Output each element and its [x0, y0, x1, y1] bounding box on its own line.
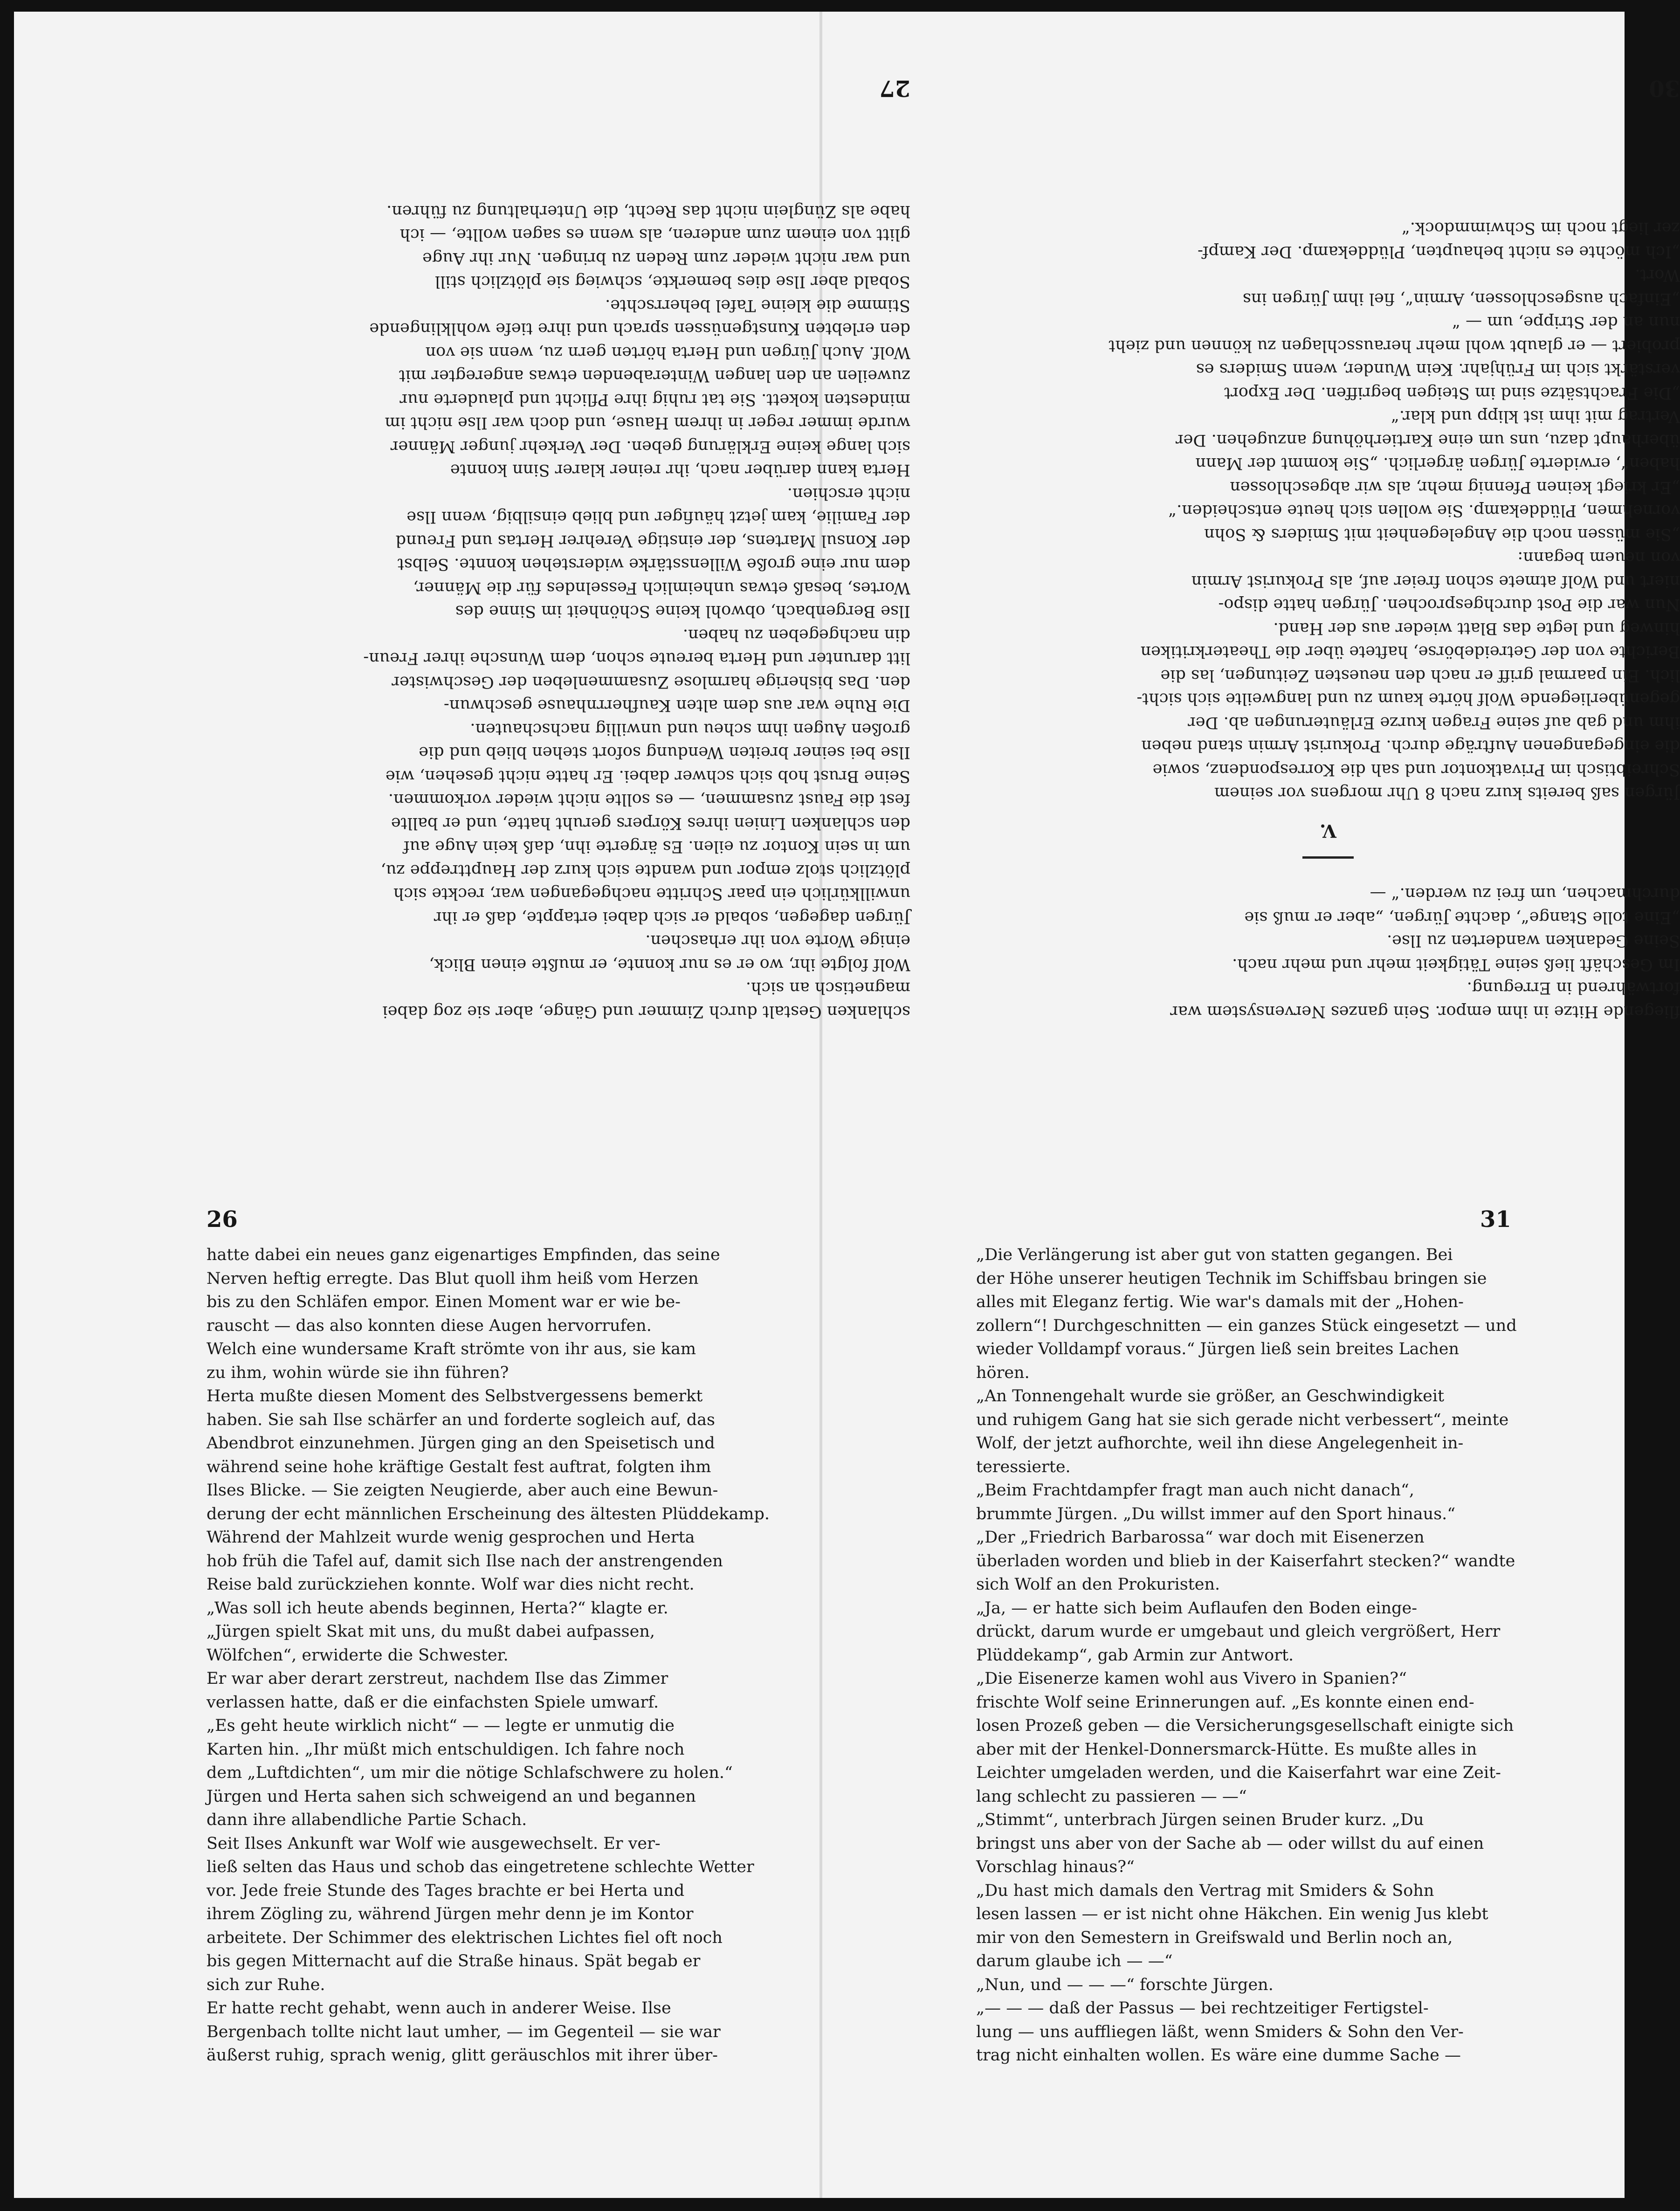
- text-line: hatte dabei ein neues ganz eigenartiges Empfinden, das seine: [207, 1246, 720, 1264]
- text-line: zu ihm, wohin würde sie ihn führen?: [207, 1363, 509, 1382]
- text-line: „Ich möchte es nicht behaupten, Plüddekamp. Der Kampf-: [1198, 242, 1680, 261]
- text-line: durchmachen, um frei zu werden.“ —: [1370, 884, 1680, 903]
- text-line: litt darunter und Herta bereute schon, dem Wunsche ihrer Freun-: [363, 649, 910, 668]
- text-line: äußerst ruhig, sprach wenig, glitt geräuschlos mit ihrer über-: [207, 2046, 718, 2065]
- text-line: habe als Zünglein nicht das Recht, die Unterhaltung zu führen.: [386, 202, 910, 220]
- text-line: mir von den Semestern in Greifswald und Berlin noch an,: [976, 1928, 1453, 1947]
- text-line: dem nur eine große Willensstärke widerstehen konnte. Selbst: [397, 555, 910, 574]
- text-line: wurde immer reger in ihrem Hause, und doch war Ilse nicht im: [385, 413, 910, 433]
- text-line: Wolf. Auch Jürgen und Herta hörten gern zu, wenn sie von: [425, 343, 910, 362]
- text-line: dann ihre allabendliche Partie Schach.: [207, 1811, 527, 1829]
- text-line: „— — — daß der Passus — bei rechtzeitiger Fertigstel-: [976, 1999, 1429, 2018]
- text-line: und ruhigem Gang hat sie sich gerade nicht verbessert“, meinte: [976, 1410, 1509, 1429]
- text-line: bis zu den Schläfen empor. Einen Moment war er wie be-: [207, 1293, 681, 1311]
- text-line: aber mit der Henkel-Donnersmarck-Hütte. Es mußte alles in: [976, 1740, 1477, 1759]
- text-line: Jürgen dagegen, sobald er sich dabei ertappte, daß er ihr: [434, 908, 910, 927]
- text-line: großen Augen ihm scheu und unwillig nachschauten.: [470, 720, 910, 738]
- text-line: drückt, darum wurde er umgebaut und gleich vergrößert, Herr: [976, 1622, 1501, 1641]
- text-line: Nerven heftig erregte. Das Blut quoll ihm heiß vom Herzen: [207, 1269, 699, 1288]
- text-line: Herta mußte diesen Moment des Selbstvergessens bemerkt: [207, 1387, 703, 1405]
- text-line: zollern“! Durchgeschnitten — ein ganzes Stück eingesetzt — und: [976, 1316, 1517, 1335]
- page-26-text: [207, 1243, 910, 2067]
- text-line: „Ja, — er hatte sich beim Auflaufen den Boden einge-: [976, 1598, 1418, 1618]
- text-line: Ilses Blicke. — Sie zeigten Neugierde, aber auch eine Bewun-: [207, 1481, 718, 1500]
- text-line: teressierte.: [976, 1457, 1071, 1476]
- text-line: „Was soll ich heute abends beginnen, Herta?“ klagte er.: [207, 1598, 668, 1618]
- text-line: von neuem begann:: [1517, 548, 1680, 567]
- text-line: Leichter umgeladen werden, und die Kaiserfahrt war eine Zeit-: [976, 1763, 1501, 1782]
- text-line: „Der „Friedrich Barbarossa“ war doch mit Eisenerzen: [976, 1528, 1425, 1547]
- page-number-30: 30: [1649, 75, 1680, 101]
- text-line: „Stimmt“, unterbrach Jürgen seinen Bruder kurz. „Du: [976, 1811, 1424, 1829]
- text-line: haben“, erwiderte Jürgen ärgerlich. „Sie kommt der Mann: [1195, 454, 1680, 473]
- text-line: darum glaube ich — —“: [976, 1952, 1173, 1970]
- text-line: Vorschlag hinaus?“: [976, 1858, 1135, 1876]
- text-line: den schlanken Linien ihres Körpers geruht hatte, und er ballte: [391, 814, 910, 833]
- text-line: nicht erschien.: [787, 484, 910, 503]
- text-line: plötzlich stolz empor und wandte sich kurz der Haupttreppe zu,: [380, 861, 910, 880]
- text-line: die eingegangenen Aufträge durch. Prokurist Armin stand neben: [1141, 737, 1680, 756]
- text-line: lesen lassen — er ist nicht ohne Häkchen. Ein wenig Jus klebt: [976, 1905, 1488, 1923]
- text-line: hinweg und legte das Blatt wieder aus der Hand.: [1273, 619, 1680, 638]
- text-line: dem „Luftdichten“, um mir die nötige Schlafschwere zu holen.“: [207, 1763, 733, 1782]
- text-line: der Höhe unserer heutigen Technik im Schiffsbau bringen sie: [976, 1269, 1487, 1288]
- text-line: ihm und gab auf seine Fragen kurze Erläuterungen ab. Der: [1188, 713, 1680, 732]
- text-line: sich lange keine Erklärung geben. Der Verkehr junger Männer: [390, 437, 910, 456]
- text-line: glitt von einem zum anderen, als wenn es sagen wollte, — ich: [399, 225, 910, 244]
- text-line: Im Geschäft ließ seine Tätigkeit mehr und mehr nach.: [1232, 955, 1680, 974]
- text-line: lang schlecht zu passieren — —“: [976, 1787, 1247, 1806]
- text-line: hob früh die Tafel auf, damit sich Ilse nach der anstrengenden: [207, 1551, 723, 1570]
- text-line: „Sie müssen noch die Angelegenheit mit Smiders & Sohn: [1204, 525, 1680, 544]
- text-line: Berichte von der Getreidebörse, haftete über die Theaterkritiken: [1140, 642, 1680, 661]
- text-line: Jürgen und Herta sahen sich schweigend an und begannen: [207, 1787, 696, 1806]
- text-line: Während der Mahlzeit wurde wenig gesprochen und Herta: [207, 1528, 695, 1547]
- text-line: alles mit Eleganz fertig. Wie war's damals mit der „Hohen-: [976, 1293, 1464, 1311]
- scanned-sheet: [14, 12, 1680, 2198]
- text-line: schlanken Gestalt durch Zimmer und Gänge, aber sie zog dabei: [382, 1002, 910, 1021]
- text-line: um in sein Kontor zu eilen. Es ärgerte ihn, daß kein Auge auf: [403, 837, 910, 856]
- text-line: Wort.: [1635, 266, 1680, 285]
- page-number-31: 31: [1480, 1206, 1511, 1233]
- text-line: sich zur Ruhe.: [207, 1975, 325, 1994]
- text-line: niert und Wolf atmete schon freier auf, als Prokurist Armin: [1191, 572, 1680, 591]
- text-line: Seine Brust hob sich schwer dabei. Er hatte nicht gesehen, wie: [386, 767, 910, 785]
- text-line: fliegende Hitze in ihm empor. Sein ganzes Nervensystem war: [1170, 1002, 1680, 1021]
- page-number-27: 27: [879, 75, 910, 101]
- text-line: haben. Sie sah Ilse schärfer an und forderte sogleich auf, das: [207, 1410, 715, 1429]
- text-line: sich Wolf an den Prokuristen.: [976, 1575, 1220, 1594]
- text-line: verlassen hatte, daß er die einfachsten Spiele umwarf.: [207, 1693, 659, 1712]
- text-line: „Jürgen spielt Skat mit uns, du mußt dabei aufpassen,: [207, 1622, 655, 1641]
- text-line: „Beim Frachtdampfer fragt man auch nicht danach“,: [976, 1481, 1415, 1500]
- text-line: hören.: [976, 1363, 1030, 1382]
- page-31-text: [976, 1243, 1680, 2067]
- text-line: Stimme die kleine Tafel beherrschte.: [605, 296, 910, 315]
- text-line: und war nicht wieder zum Reden zu bringen. Nur ihr Auge: [422, 249, 910, 268]
- text-line: den. Das bisherige harmlose Zusammenleben der Geschwister: [392, 673, 910, 691]
- text-line: „Einfach ausgeschlossen, Armin“, fiel ihm Jürgen ins: [1242, 289, 1680, 308]
- text-line: verstärkt sich im Frühjahr. Kein Wunder, wenn Smiders es: [1196, 360, 1680, 379]
- text-line: unwillkürlich ein paar Schritte nachgegangen war, reckte sich: [393, 884, 910, 903]
- page-27-text: [207, 200, 910, 1024]
- text-line: Bergenbach tollte nicht laut umher, — im Gegenteil — sie war: [207, 2022, 721, 2041]
- text-line: Schreibtisch im Privatkontor und sah die Korrespondenz, sowie: [1152, 760, 1680, 779]
- text-line: probiert — er glaubt wohl mehr herausschlagen zu können und zieht: [1109, 337, 1680, 355]
- text-line: „An Tonnengehalt wurde sie größer, an Geschwindigkeit: [976, 1387, 1445, 1405]
- text-line: Ilse bei seiner breiten Wendung sofort stehen blieb und die: [419, 743, 910, 762]
- text-line: Wölfchen“, erwiderte die Schwester.: [207, 1646, 509, 1665]
- text-line: ließ selten das Haus und schob das eingetretene schlechte Wetter: [207, 1858, 754, 1876]
- text-line: Karten hin. „Ihr müßt mich entschuldigen. Ich fahre noch: [207, 1740, 685, 1759]
- page-27-upside-down: [207, 77, 910, 1023]
- text-line: fortwährend in Erregung.: [1467, 978, 1680, 998]
- text-line: trag nicht einhalten wollen. Es wäre eine dumme Sache —: [976, 2046, 1461, 2065]
- text-line: „Nun, und — — —“ forschte Jürgen.: [976, 1975, 1274, 1994]
- text-line: frischte Wolf seine Erinnerungen auf. „Es konnte einen end-: [976, 1693, 1474, 1712]
- text-line: „Die Eisenerze kamen wohl aus Vivero in Spanien?“: [976, 1669, 1407, 1688]
- text-line: gegenüberliegende Wolf hörte kaum zu und langweilte sich sicht-: [1136, 689, 1680, 709]
- text-line: lich. Ein paarmal griff er nach den neuesten Zeitungen, las die: [1160, 666, 1680, 685]
- text-line: Ilse Bergenbach, obwohl keine Schönheit im Sinne des: [455, 602, 910, 621]
- text-line: vornehmen, Plüddekamp. Sie wollen sich heute entscheiden.“: [1168, 501, 1680, 520]
- text-line: nun an der Strippe, um — “: [1452, 313, 1680, 332]
- text-line: überhaupt dazu, uns um eine Kartierhöhung anzugehen. Der: [1175, 431, 1680, 449]
- text-line: mindesten kokett. Sie tat ruhig ihre Pflicht und plauderte nur: [399, 390, 910, 409]
- text-line: Vertrag mit ihm ist klipp und klar.“: [1391, 407, 1680, 426]
- section-rule: [1302, 856, 1354, 859]
- text-line: Abendbrot einzunehmen. Jürgen ging an den Speisetisch und: [207, 1434, 715, 1453]
- text-line: „Die Verlängerung ist aber gut von statten gegangen. Bei: [976, 1246, 1453, 1264]
- text-line: Nun war die Post durchgesprochen. Jürgen hatte dispo-: [1218, 595, 1680, 614]
- text-line: Plüddekamp“, gab Armin zur Antwort.: [976, 1646, 1294, 1665]
- text-line: „Er kriegt keinen Pfennig mehr, als wir abgeschlossen: [1230, 478, 1680, 496]
- text-line: überladen worden und blieb in der Kaiserfahrt stecken?“ wandte: [976, 1551, 1515, 1570]
- text-line: vor. Jede freie Stunde des Tages brachte er bei Herta und: [207, 1881, 685, 1900]
- text-line: zer liegt noch im Schwimmdock.“: [1401, 219, 1680, 238]
- text-line: zuweilen an den langen Winterabenden etwas angeregter mit: [399, 366, 910, 386]
- text-line: der Konsul Martens, der einstige Verehrer Hertas und Freund: [395, 531, 910, 550]
- page-30-text: [976, 216, 1680, 1023]
- text-line: Seit Ilses Ankunft war Wolf wie ausgewechselt. Er ver-: [207, 1834, 661, 1853]
- text-line: Herta kann darüber nach, ihr reiner klarer Sinn konnte: [450, 461, 910, 480]
- text-line: ihrem Zögling zu, während Jürgen mehr denn je im Kontor: [207, 1905, 694, 1923]
- text-line: wieder Volldampf voraus.“ Jürgen ließ sein breites Lachen: [976, 1340, 1460, 1358]
- text-line: brummte Jürgen. „Du willst immer auf den Sport hinaus.“: [976, 1504, 1456, 1523]
- page-30-upside-down: [976, 77, 1680, 1023]
- text-line: „Eine tolle Stange“, dachte Jürgen, „aber er muß sie: [1244, 908, 1680, 927]
- text-line: bringst uns aber von der Sache ab — oder willst du auf einen: [976, 1834, 1484, 1853]
- text-line: Wortes, besaß etwas unheimlich Fesselndes für die Männer,: [413, 579, 910, 597]
- text-line: „Es geht heute wirklich nicht“ — — legte er unmutig die: [207, 1716, 675, 1735]
- text-line: Er hatte recht gehabt, wenn auch in anderer Weise. Ilse: [207, 1999, 671, 2018]
- text-line: Sobald aber Ilse dies bemerkte, schwieg sie plötzlich still: [434, 272, 910, 291]
- text-line: Reise bald zurückziehen konnte. Wolf war dies nicht recht.: [207, 1575, 695, 1594]
- text-line: „Du hast mich damals den Vertrag mit Smiders & Sohn: [976, 1881, 1434, 1900]
- page-number-26: 26: [207, 1206, 238, 1233]
- text-line: Wolf folgte ihr, wo er es nur konnte, er mußte einen Blick,: [429, 955, 910, 974]
- text-line: Die Ruhe war aus dem alten Kaufherrnhause geschwun-: [443, 696, 910, 715]
- text-line: „Die Frachtsätze sind im Steigen begriffen. Der Export: [1224, 384, 1680, 402]
- text-line: din nachgegeben zu haben.: [682, 626, 910, 644]
- text-line: arbeitete. Der Schimmer des elektrischen Lichtes fiel oft noch: [207, 1928, 723, 1947]
- text-line: während seine hohe kräftige Gestalt fest auftrat, folgten ihm: [207, 1457, 711, 1476]
- text-line: Wolf, der jetzt aufhorchte, weil ihn diese Angelegenheit in-: [976, 1434, 1464, 1453]
- text-line: Welch eine wundersame Kraft strömte von ihr aus, sie kam: [207, 1340, 696, 1358]
- text-line: fest die Faust zusammen, — es sollte nicht wieder vorkommen.: [388, 790, 910, 809]
- text-line: magnetisch an sich.: [745, 978, 910, 998]
- text-line: Er war aber derart zerstreut, nachdem Ilse das Zimmer: [207, 1669, 668, 1688]
- text-line: Seine Gedanken wanderten zu Ilse.: [1387, 931, 1680, 951]
- chapter-heading: V.: [1319, 820, 1337, 841]
- text-line: derung der echt männlichen Erscheinung des ältesten Plüddekamp.: [207, 1504, 770, 1523]
- text-line: losen Prozeß geben — die Versicherungsgesellschaft einigte sich: [976, 1716, 1514, 1735]
- text-line: rauscht — das also konnten diese Augen hervorrufen.: [207, 1316, 652, 1335]
- text-line: bis gegen Mitternacht auf die Straße hinaus. Spät begab er: [207, 1952, 701, 1970]
- text-line: einige Worte von ihr erhaschen.: [645, 931, 910, 951]
- text-line: Jürgen saß bereits kurz nach 8 Uhr morgens vor seinem: [1214, 784, 1680, 803]
- text-line: der Familie, kam jetzt häufiger und blieb einsilbig, wenn Ilse: [406, 508, 910, 527]
- text-line: den erlebten Kunstgenüssen sprach und ihre tiefe wohlklingende: [369, 319, 910, 338]
- text-line: lung — uns auffliegen läßt, wenn Smiders & Sohn den Ver-: [976, 2022, 1464, 2041]
